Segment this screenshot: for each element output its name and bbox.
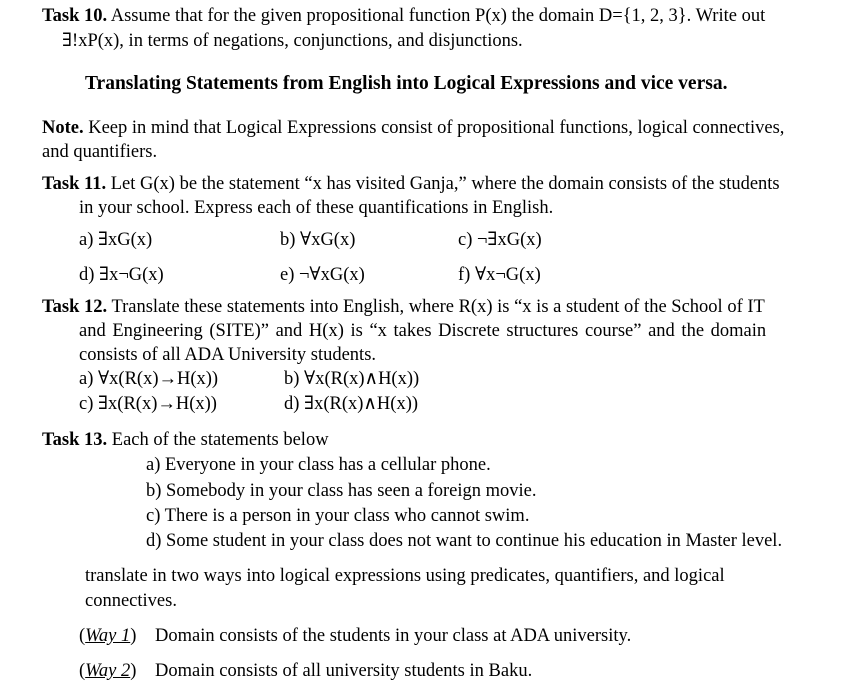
way1-line <box>79 625 631 647</box>
task11-item-b: b) ∀xG(x) <box>280 230 356 250</box>
task13-translate-line1: translate in two ways into logical expressions using predicates, quantifiers, and logical <box>85 566 725 586</box>
task13-intro: Each of the statements below <box>111 430 329 450</box>
task12-item-b: b) ∀x(R(x)∧H(x)) <box>284 369 420 389</box>
way2-close: ) <box>130 661 137 681</box>
task13-label: Task 13. <box>42 430 108 450</box>
task10-text-line2: ∃!xP(x), in terms of negations, conjunctions, and disjunctions. <box>62 31 523 51</box>
way1-text: Domain consists of the students in your class at ADA university. <box>155 626 632 646</box>
task12-item-d: d) ∃x(R(x)∧H(x)) <box>284 394 419 414</box>
note-text-line2: and quantifiers. <box>42 142 158 162</box>
task11-item-f: f) ∀x¬G(x) <box>458 265 541 285</box>
task13-statement-a: a) Everyone in your class has a cellular phone. <box>146 455 491 475</box>
task10-text-line1: Assume that for the given propositional function P(x) the domain D={1, 2, 3}. Write out <box>110 6 766 26</box>
task11-text-line1: Let G(x) be the statement “x has visited Ganja,” where the domain consists of the students <box>110 174 780 194</box>
way2-label: Way 2 <box>85 661 131 681</box>
task12-text-line3: consists of all ADA University students. <box>79 345 377 365</box>
task11-item-c: c) ¬∃xG(x) <box>458 230 542 250</box>
task13-line1 <box>42 429 329 451</box>
task13-statement-d: d) Some student in your class does not want to continue his education in Master level. <box>146 531 783 551</box>
task11-label: Task 11. <box>42 174 107 194</box>
task11-item-e: e) ¬∀xG(x) <box>280 265 365 285</box>
task12-item-c: c) ∃x(R(x)→H(x)) <box>79 394 217 414</box>
note-line1 <box>42 117 784 139</box>
task10-label: Task 10. <box>42 6 108 26</box>
task12-text-line1: Translate these statements into English, where R(x) is “x is a student of the School of IT <box>111 297 765 317</box>
note-text-line1: Keep in mind that Logical Expressions consist of propositional functions, logical connectives, <box>88 118 785 138</box>
task11-item-d: d) ∃x¬G(x) <box>79 265 164 285</box>
way1-close: ) <box>130 626 137 646</box>
task11-text-line2: in your school. Express each of these quantifications in English. <box>79 198 554 218</box>
task12-text-line2: and Engineering (SITE)” and H(x) is “x takes Discrete structures course” and the domain <box>79 321 767 341</box>
task12-label: Task 12. <box>42 297 108 317</box>
task12-line1 <box>42 296 765 318</box>
note-label: Note. <box>42 118 84 138</box>
task11-line1 <box>42 173 780 195</box>
task13-statement-c: c) There is a person in your class who cannot swim. <box>146 506 530 526</box>
task12-item-a: a) ∀x(R(x)→H(x)) <box>79 369 219 389</box>
way1-open: ( <box>79 626 86 646</box>
task10-line1 <box>42 5 765 27</box>
task13-translate-line2: connectives. <box>85 591 177 611</box>
section-heading: Translating Statements from English into Logical Expressions and vice versa. <box>85 73 728 94</box>
task13-statement-b: b) Somebody in your class has seen a foreign movie. <box>146 481 537 501</box>
way2-open: ( <box>79 661 86 681</box>
way2-line <box>79 660 532 682</box>
way2-text: Domain consists of all university students in Baku. <box>155 661 533 681</box>
way1-label: Way 1 <box>85 626 131 646</box>
task11-item-a: a) ∃xG(x) <box>79 230 153 250</box>
